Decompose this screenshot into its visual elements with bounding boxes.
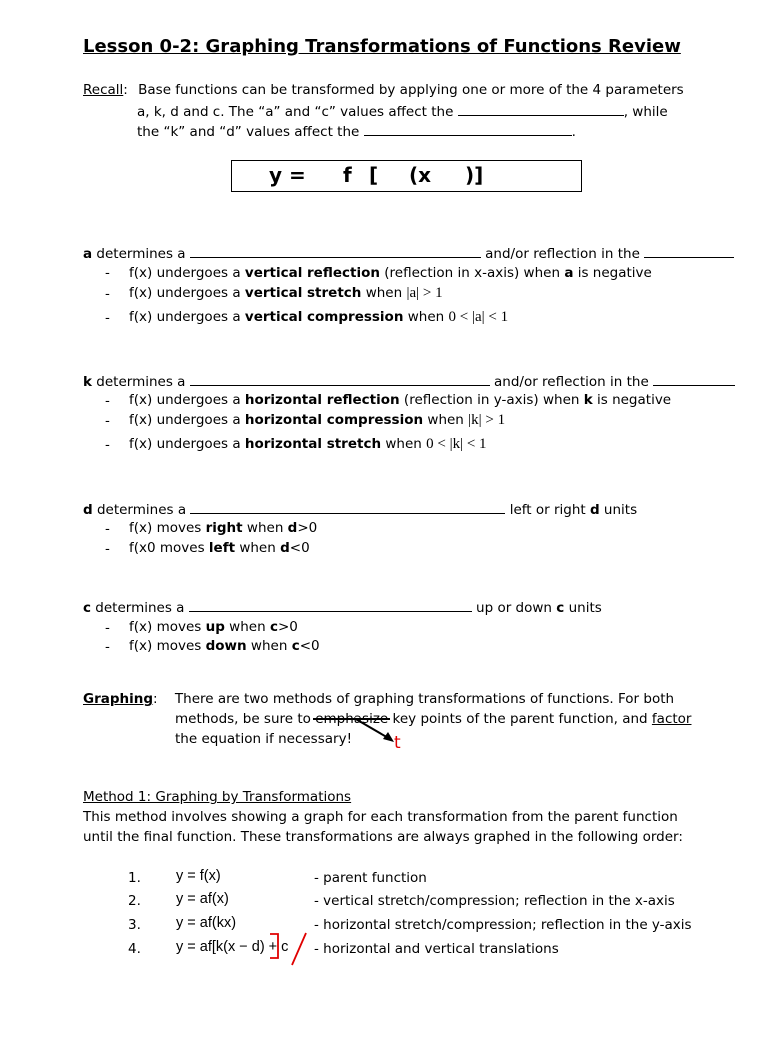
- arrow-line: [354, 718, 390, 739]
- graphing-line-1: Graphing: There are two methods of graphing transformations of functions. For both: [83, 691, 675, 707]
- step-2-num: 2.: [128, 893, 141, 909]
- recall-blank-1: [458, 103, 624, 116]
- c-bullet-1: f(x) moves up when c>0: [129, 619, 298, 635]
- c-bullet-2: f(x) moves down when c<0: [129, 638, 320, 654]
- arrow-head: [383, 732, 394, 742]
- k-heading: k determines a and/or reflection in the: [83, 373, 735, 390]
- step-4-desc: - horizontal and vertical translations: [314, 941, 559, 957]
- k-blank-2: [653, 373, 735, 386]
- step-1-eq: y = f(x): [176, 868, 221, 884]
- recall-text-1: Base functions can be transformed by applying one or more of the 4 parameters: [138, 82, 684, 98]
- graphing-label: Graphing: [83, 691, 154, 707]
- step-3-eq: y = af(kx): [176, 915, 237, 931]
- c-blank: [189, 599, 472, 612]
- page-title: Lesson 0-2: Graphing Transformations of Functions Review: [83, 36, 681, 57]
- method1-line-1: This method involves showing a graph for each transformation from the parent function: [83, 809, 678, 825]
- method1-title: Method 1: Graphing by Transformations: [83, 789, 352, 805]
- annotation-arrow: [350, 715, 410, 755]
- a-blank-2: [644, 245, 734, 258]
- method1-line-2: until the final function. These transformations are always graphed in the following order:: [83, 829, 683, 845]
- step-4-eq: y = af[k(x − d) + c: [176, 939, 289, 955]
- d-heading: d determines a left or right d units: [83, 502, 638, 518]
- recall-label: Recall: [83, 82, 124, 98]
- a-bullet-1: f(x) undergoes a vertical reflection (reflection in x-axis) when a is negative: [129, 265, 652, 281]
- graphing-line-2: methods, be sure to emphasize key points of the parent function, and factor: [175, 711, 692, 727]
- a-heading: a determines a and/or reflection in the: [83, 245, 734, 262]
- red-bracket-annotation: [264, 928, 320, 972]
- step-1-num: 1.: [128, 870, 141, 886]
- step-3-num: 3.: [128, 917, 141, 933]
- step-4-num: 4.: [128, 941, 141, 957]
- k-blank-1: [190, 373, 490, 386]
- a-bullet-3: f(x) undergoes a vertical compression when 0 < |a| < 1: [129, 309, 509, 325]
- d-blank: [190, 501, 505, 514]
- equation-box: y = f [ (x )]: [231, 160, 582, 192]
- d-bullet-2: f(x0 moves left when d<0: [129, 540, 310, 556]
- step-3-desc: - horizontal stretch/compression; reflection in the y-axis: [314, 917, 692, 933]
- recall-line-3: the “k” and “d” values affect the .: [137, 124, 576, 140]
- k-bullet-2: f(x) undergoes a horizontal compression when |k| > 1: [129, 412, 506, 428]
- recall-line-2: a, k, d and c. The “a” and “c” values affect the , while: [137, 104, 668, 120]
- recall-line-1: Recall: Base functions can be transformed by applying one or more of the 4 parameters: [83, 82, 684, 98]
- graphing-line-3: the equation if necessary!: [175, 731, 352, 747]
- d-bullet-1: f(x) moves right when d>0: [129, 520, 318, 536]
- step-2-desc: - vertical stretch/compression; reflection in the x-axis: [314, 893, 675, 909]
- c-heading: c determines a up or down c units: [83, 600, 602, 616]
- recall-blank-2: [364, 123, 572, 136]
- struck-word: emphasize: [315, 711, 389, 727]
- k-bullet-3: f(x) undergoes a horizontal stretch when 0 < |k| < 1: [129, 436, 487, 452]
- step-1-desc: - parent function: [314, 870, 427, 886]
- step-2-eq: y = af(x): [176, 891, 229, 907]
- k-bullet-1: f(x) undergoes a horizontal reflection (reflection in y-axis) when k is negative: [129, 392, 672, 408]
- annotation-t: t: [394, 733, 401, 753]
- red-slash: [292, 933, 306, 965]
- red-bracket: [270, 934, 278, 958]
- a-blank-1: [190, 245, 481, 258]
- a-bullet-2: f(x) undergoes a vertical stretch when |a| > 1: [129, 285, 443, 301]
